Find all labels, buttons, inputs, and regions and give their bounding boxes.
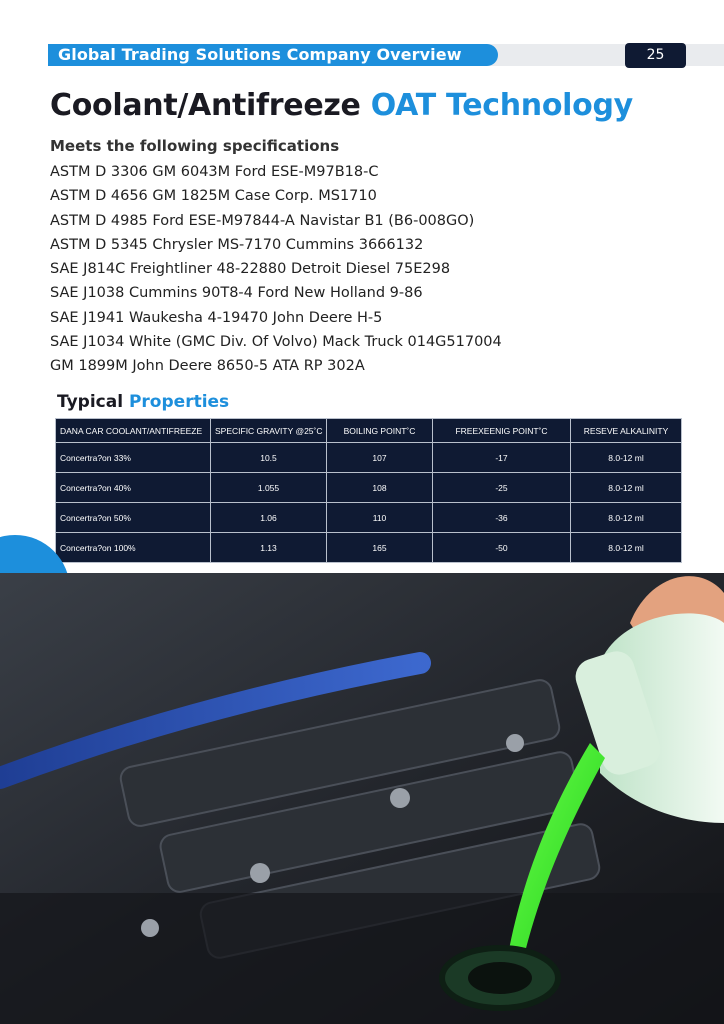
title-accent: OAT Technology bbox=[370, 88, 633, 123]
spec-item: ASTM D 4985 Ford ESE-M97844-A Navistar B1 (B6-008GO) bbox=[50, 212, 475, 229]
page-title bbox=[50, 86, 633, 126]
table-cell: 8.0-12 ml bbox=[571, 473, 682, 503]
table-cell: 8.0-12 ml bbox=[571, 533, 682, 563]
properties-table bbox=[55, 418, 682, 563]
column-header: SPECIFIC GRAVITY @25˚C bbox=[211, 419, 327, 443]
table-cell: -25 bbox=[433, 473, 571, 503]
table-cell: 1.055 bbox=[211, 473, 327, 503]
spec-item: SAE J1038 Cummins 90T8-4 Ford New Holland 9-86 bbox=[50, 285, 423, 302]
table-cell: 110 bbox=[327, 503, 433, 533]
spec-item: SAE J814C Freightliner 48-22880 Detroit Diesel 75E298 bbox=[50, 261, 451, 278]
page-number: 25 bbox=[625, 43, 686, 68]
table-cell: 1.13 bbox=[211, 533, 327, 563]
engine-coolant-photo bbox=[0, 573, 724, 1024]
table-cell: Concertra?on 50% bbox=[56, 503, 211, 533]
table-cell: 10.5 bbox=[211, 443, 327, 473]
table-cell: Concertra?on 100% bbox=[56, 533, 211, 563]
specs-heading: Meets the following specifications bbox=[50, 137, 340, 155]
spec-item: GM 1899M John Deere 8650-5 ATA RP 302A bbox=[50, 358, 365, 375]
table-cell: 165 bbox=[327, 533, 433, 563]
table-row bbox=[56, 473, 682, 503]
table-header-row bbox=[56, 419, 682, 443]
specs-list bbox=[50, 160, 502, 379]
title-main: Coolant/Antifreeze bbox=[50, 88, 361, 123]
table-cell: Concertra?on 33% bbox=[56, 443, 211, 473]
column-header: RESEVE ALKALINITY bbox=[571, 419, 682, 443]
table-cell: 8.0-12 ml bbox=[571, 503, 682, 533]
table-row bbox=[56, 533, 682, 563]
properties-heading-main: Typical bbox=[57, 392, 124, 412]
table-cell: 107 bbox=[327, 443, 433, 473]
properties-heading-accent: Properties bbox=[128, 392, 230, 412]
column-header: DANA CAR COOLANT/ANTIFREEZE bbox=[56, 419, 211, 443]
table-row bbox=[56, 443, 682, 473]
table-cell: Concertra?on 40% bbox=[56, 473, 211, 503]
properties-heading bbox=[57, 390, 229, 414]
table-cell: -50 bbox=[433, 533, 571, 563]
spec-item: ASTM D 5345 Chrysler MS-7170 Cummins 3666132 bbox=[50, 236, 424, 253]
table-row bbox=[56, 503, 682, 533]
spec-item: SAE J1941 Waukesha 4-19470 John Deere H-5 bbox=[50, 309, 383, 326]
table-cell: -36 bbox=[433, 503, 571, 533]
column-header: BOILING POINT˚C bbox=[327, 419, 433, 443]
column-header: FREEXEENIG POINT˚C bbox=[433, 419, 571, 443]
section-title: Global Trading Solutions Company Overview bbox=[48, 44, 498, 66]
table-cell: -17 bbox=[433, 443, 571, 473]
spec-item: ASTM D 3306 GM 6043M Ford ESE-M97B18-C bbox=[50, 164, 379, 180]
table-cell: 8.0-12 ml bbox=[571, 443, 682, 473]
table-cell: 108 bbox=[327, 473, 433, 503]
spec-item: ASTM D 4656 GM 1825M Case Corp. MS1710 bbox=[50, 188, 377, 205]
spec-item: SAE J1034 White (GMC Div. Of Volvo) Mack Truck 014G517004 bbox=[50, 334, 502, 351]
table-cell: 1.06 bbox=[211, 503, 327, 533]
